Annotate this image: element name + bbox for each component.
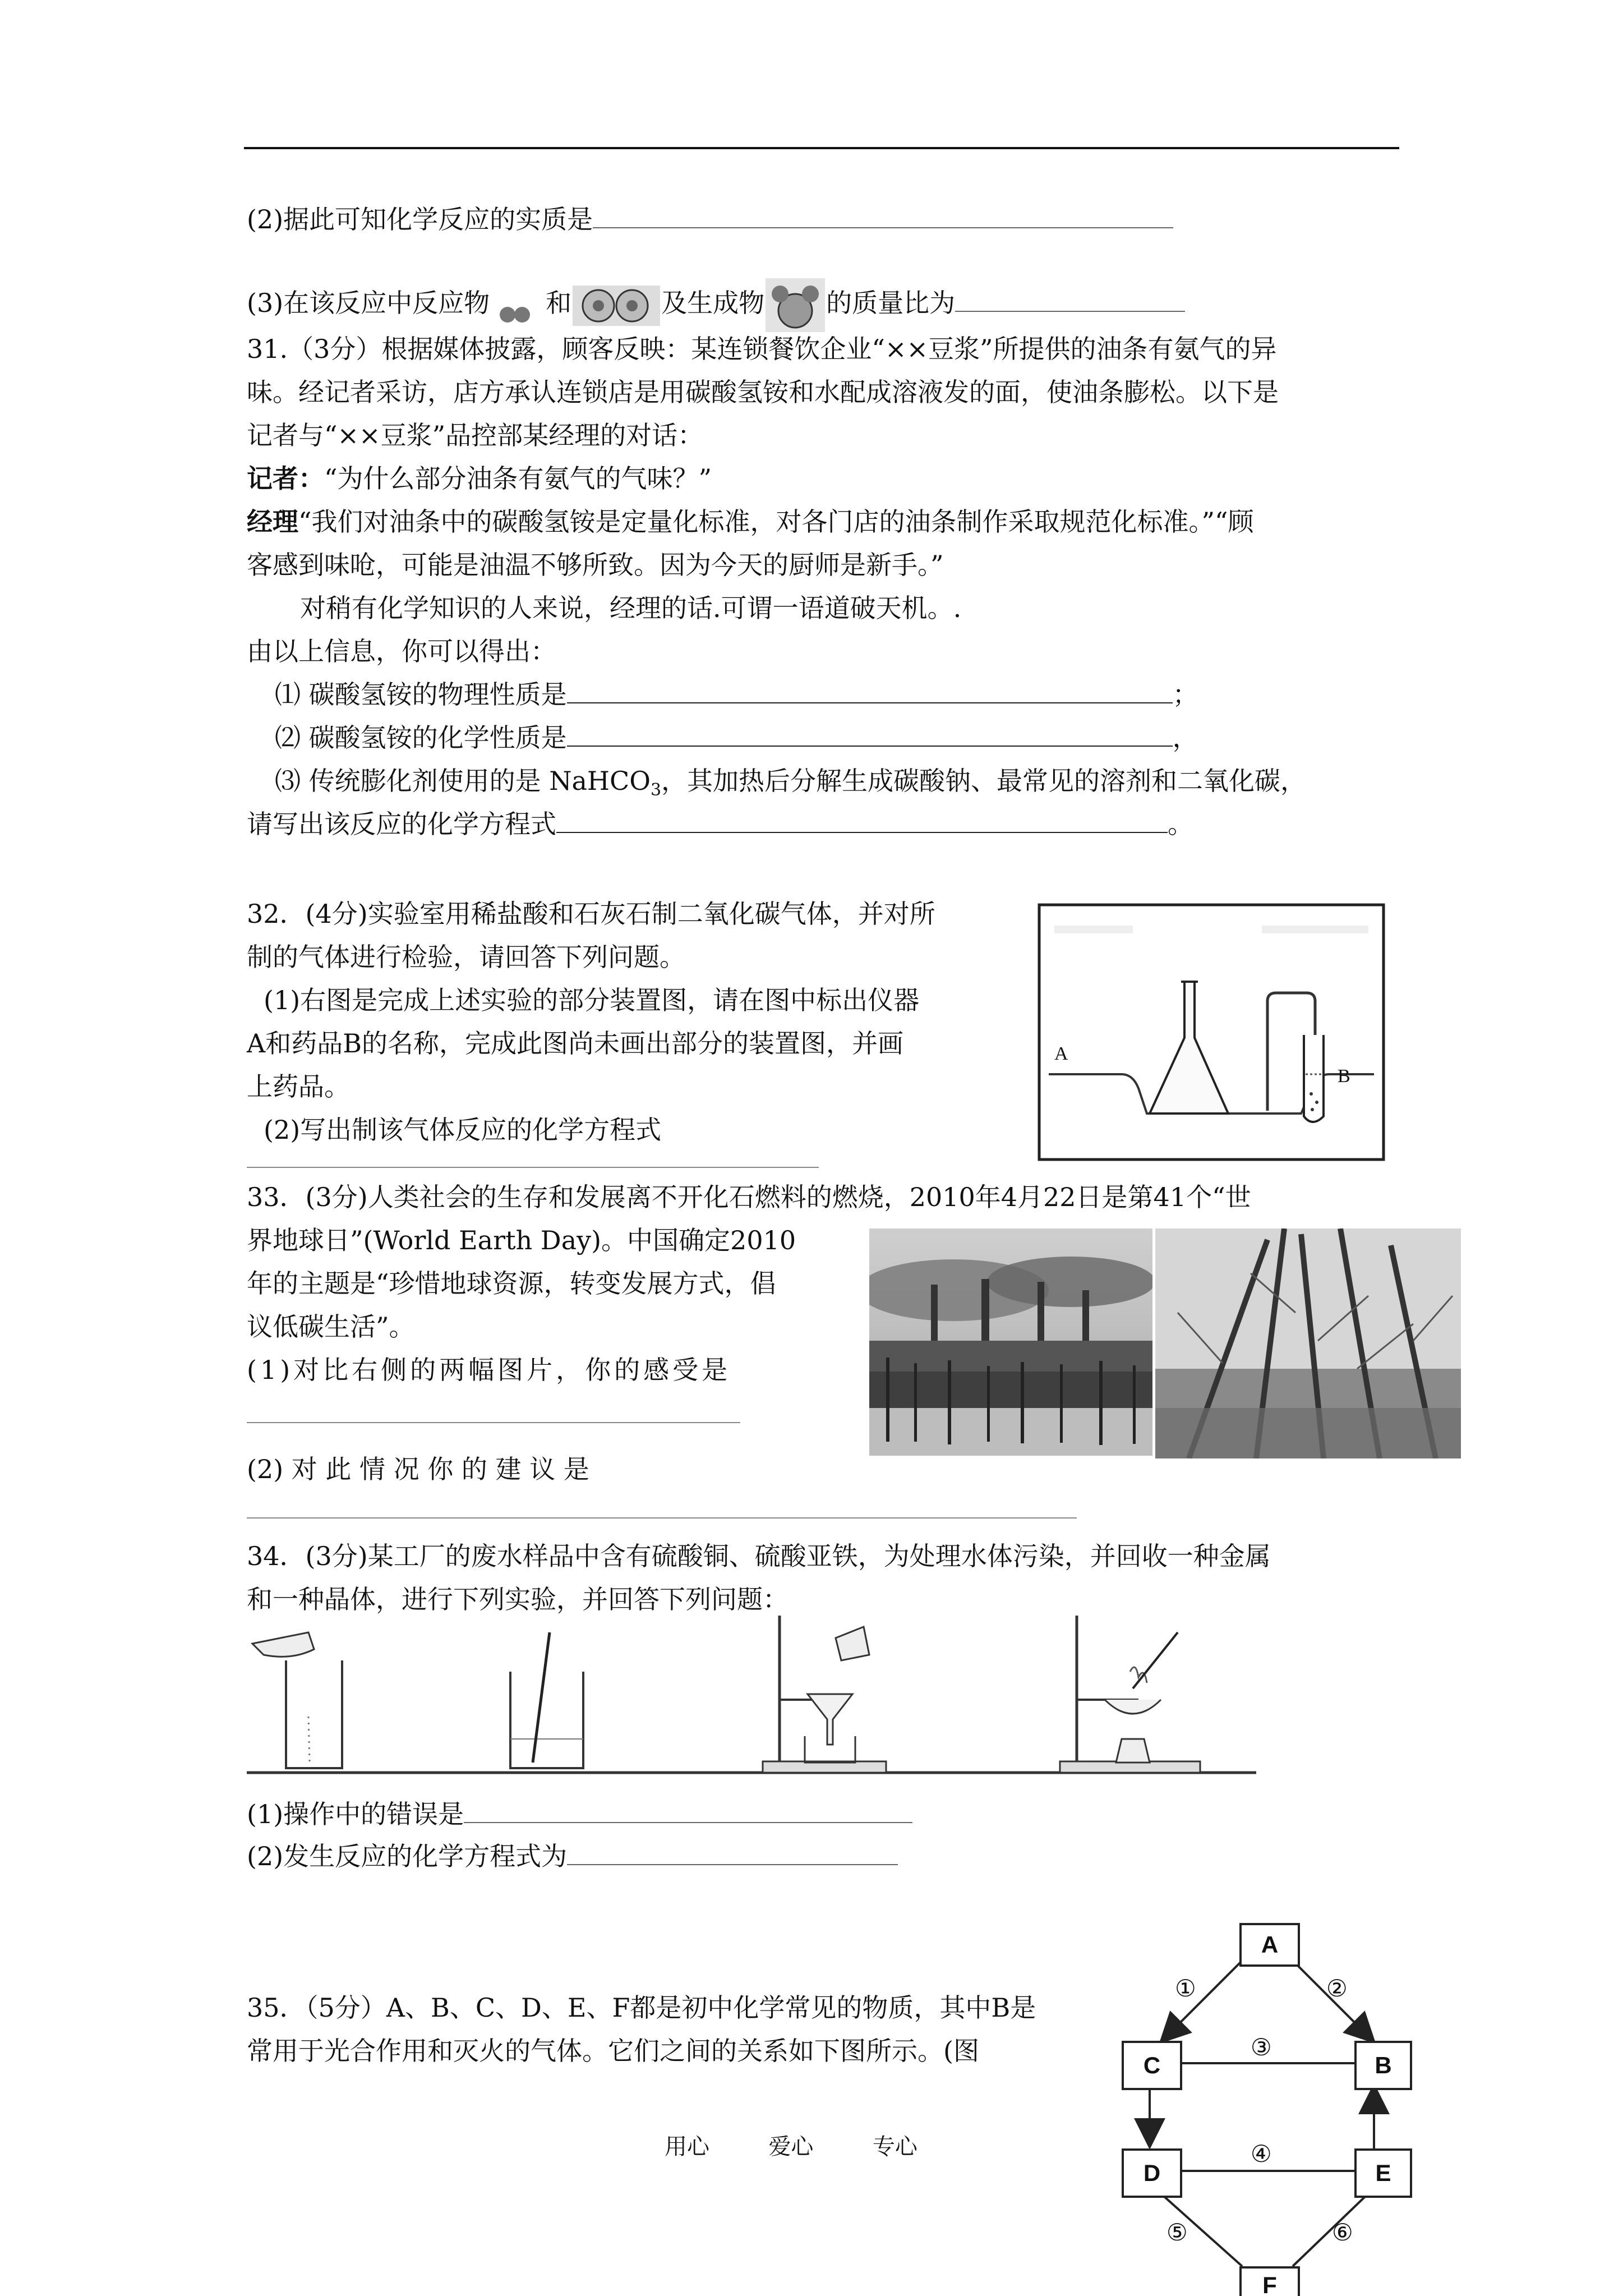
q32-line1: 32．(4分)实验室用稀盐酸和石灰石制二氧化碳气体，并对所: [247, 899, 935, 929]
reporter-label: 记者：: [247, 463, 324, 494]
q31-item1-text: 碳酸氢铵的物理性质是: [308, 679, 567, 710]
molecule-icon-a2: [490, 294, 546, 316]
q30-item3-text-b: 和: [546, 288, 572, 318]
q31-reporter: [247, 457, 712, 500]
q33-line1: 33．(3分)人类社会的生存和发展离不开化石燃料的燃烧，2010年4月22日是第41个“世: [247, 1182, 1251, 1212]
q34-item1-text: (1)操作中的错误是: [247, 1799, 464, 1829]
edge-label-5: ⑤: [1166, 2219, 1188, 2246]
footer: [665, 2129, 917, 2161]
answer-blank: [593, 203, 1173, 228]
q31-lead: 由以上信息，你可以得出：: [247, 636, 556, 666]
q34-line1: 34．(3分)某工厂的废水样品中含有硫酸铜、硫酸亚铁，为处理水体污染，并回收一种金属: [247, 1541, 1271, 1571]
q31-item1: [275, 673, 1198, 716]
q32-line4: A和药品B的名称，完成此图尚未画出部分的装置图，并画: [247, 1028, 904, 1059]
q30-item2-text: (2)据此可知化学反应的实质是: [247, 204, 593, 234]
item-number: ⑴: [275, 679, 301, 710]
item-number: ⑵: [275, 723, 301, 753]
q30-item3-text-a: (3)在该反应中反应物: [247, 288, 490, 318]
q32-line6: (2)写出制该气体反应的化学方程式: [264, 1115, 662, 1145]
item-end: ，: [1172, 723, 1198, 753]
q30-item3-text-d: 的质量比为: [826, 288, 956, 318]
q33-line5: (1)对比右侧的两幅图片，你的感受是: [247, 1355, 731, 1385]
answer-blank: [567, 680, 1173, 703]
node-e: E: [1354, 2148, 1412, 2198]
q31-manager: [247, 500, 1254, 544]
reporter-text: “为什么部分油条有氨气的气味？”: [324, 463, 712, 494]
q31-manager-line2: 客感到味呛，可能是油温不够所致。因为今天的厨师是新手。”: [247, 550, 944, 580]
answer-blank: [567, 723, 1173, 747]
apparatus-figure: [1038, 903, 1385, 1161]
node-c: C: [1122, 2041, 1182, 2090]
q31-line1: 31.（3分）根据媒体披露，顾客反映：某连锁餐饮企业“××豆浆”所提供的油条有氨气的异: [247, 334, 1277, 364]
subscript-3: 3: [650, 780, 662, 800]
q30-item3: [247, 277, 1185, 333]
edge-label-2: ②: [1326, 1975, 1348, 2002]
q33-line2: 界地球日”(World Earth Day)。中国确定2010: [247, 1225, 796, 1255]
q31-line2: 味。经记者采访，店方承认连锁店是用碳酸氢铵和水配成溶液发的面，使油条膨松。以下是: [247, 377, 1279, 407]
factory-smoke-photo: [869, 1228, 1152, 1456]
dead-forest-photo: [1155, 1228, 1461, 1458]
item-end: ；: [1172, 679, 1198, 710]
answer-blank: [247, 1422, 740, 1423]
label-a: A: [1054, 1043, 1068, 1064]
edge-label-4: ④: [1251, 2140, 1272, 2168]
relationship-diagram: [1116, 1918, 1430, 2294]
answer-blank: [955, 286, 1185, 312]
q35-line2: 常用于光合作用和灭火的气体。它们之间的关系如下图所示。(图: [247, 2036, 979, 2066]
q31-item3-text-b: ，其加热后分解生成碳酸钠、最常见的溶剂和二氧化碳，: [661, 766, 1307, 796]
edge-label-1: ①: [1175, 1975, 1196, 2002]
lab-operations-figure: [247, 1616, 1267, 1784]
q30-item2: [247, 197, 1173, 241]
label-b: B: [1338, 1066, 1350, 1087]
item-number: ⑶: [275, 766, 301, 796]
answer-blank: [247, 1167, 819, 1168]
q31-comment: 对稍有化学知识的人来说，经理的话.可谓一语道破天机。.: [300, 593, 962, 623]
q30-item3-text-c: 及生成物: [661, 288, 765, 318]
answer-blank: [247, 1517, 1077, 1519]
footer-word-1: 用心: [665, 2134, 709, 2160]
q31-item2-text: 碳酸氢铵的化学性质是: [308, 723, 567, 753]
q31-line3: 记者与“××豆浆”品控部某经理的对话：: [247, 420, 704, 450]
node-d: D: [1122, 2148, 1182, 2198]
manager-text: “我们对油条中的碳酸氢铵是定量化标准，对各门店的油条制作采取规范化标准。”“顾: [298, 507, 1254, 537]
header-rule: [244, 147, 1399, 149]
molecule-icon-ab2: [764, 277, 826, 333]
q34-line2: 和一种晶体，进行下列实验，并回答下列问题：: [247, 1584, 789, 1614]
q34-item2-text: (2)发生反应的化学方程式为: [247, 1841, 568, 1871]
item-end: 。: [1168, 809, 1193, 839]
q33-line6: (2) 对 此 情 况 你 的 建 议 是: [247, 1454, 589, 1484]
q34-item1: [247, 1792, 912, 1836]
edge-label-6: ⑥: [1332, 2219, 1353, 2246]
q34-item2: [247, 1834, 898, 1878]
manager-label: 经理: [247, 507, 298, 537]
q31-item3-line2: [247, 802, 1193, 846]
q33-line4: 议低碳生活”。: [247, 1312, 415, 1342]
q32-line5: 上药品。: [247, 1071, 350, 1102]
q35-line1: 35．（5分）A、B、C、D、E、F都是初中化学常见的物质，其中B是: [247, 1993, 1036, 2023]
answer-blank: [567, 1839, 898, 1865]
footer-word-3: 专心: [872, 2134, 917, 2160]
q31-item3-line2-text: 请写出该反应的化学方程式: [247, 809, 556, 839]
footer-word-2: 爱心: [768, 2134, 814, 2160]
answer-blank: [556, 809, 1168, 833]
node-f: F: [1239, 2266, 1300, 2296]
q32-line3: (1)右图是完成上述实验的部分装置图，请在图中标出仪器: [264, 985, 920, 1015]
node-b: B: [1354, 2041, 1412, 2090]
q33-line3: 年的主题是“珍惜地球资源，转变发展方式，倡: [247, 1268, 776, 1299]
molecule-icon-b2: [571, 283, 661, 327]
q31-item3-text-a: 传统膨化剂使用的是 NaHCO: [308, 766, 651, 796]
node-a: A: [1239, 1923, 1300, 1967]
edge-label-3: ③: [1251, 2033, 1272, 2061]
q31-item2: [275, 716, 1198, 760]
q32-line2: 制的气体进行检验，请回答下列问题。: [247, 942, 685, 972]
answer-blank: [464, 1797, 912, 1823]
